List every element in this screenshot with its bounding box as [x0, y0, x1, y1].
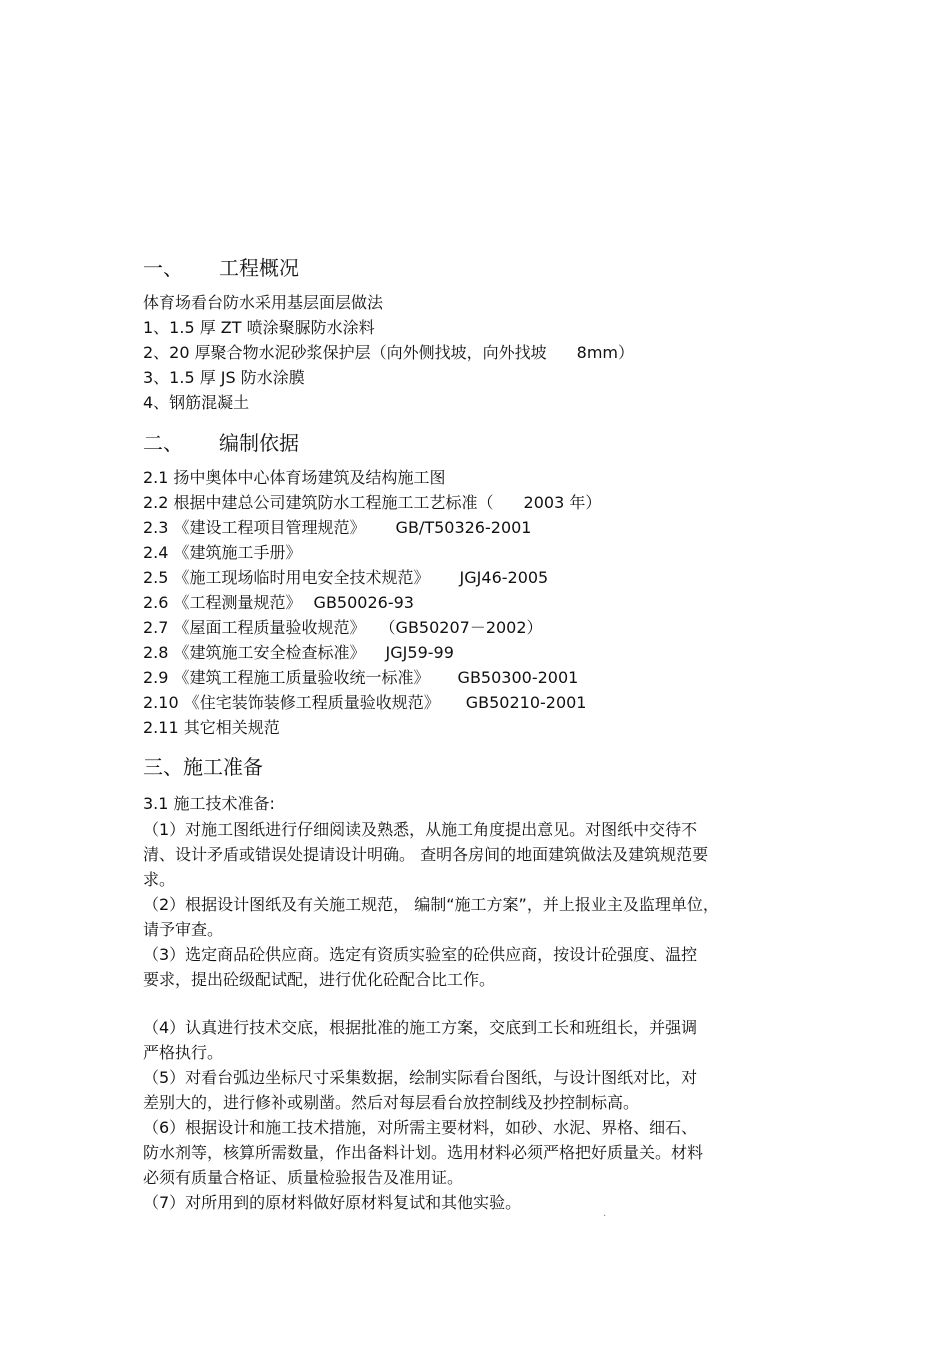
basis-item-2-3-text: 2.3 《建设工程项目管理规范》	[143, 518, 366, 537]
prep-paragraph-line: （7）对所用到的原材料做好原材料复试和其他实验。	[143, 1193, 522, 1212]
basis-item-2-3	[143, 518, 531, 538]
prep-paragraph-line: （4）认真进行技术交底，根据批准的施工方案，交底到工长和班组长，并强调	[143, 1018, 698, 1037]
prep-paragraph-line: 要求，提出砼级配试配，进行优化砼配合比工作。	[143, 970, 496, 989]
basis-item-2-10-code: GB50210-2001	[465, 693, 587, 712]
basis-item-2-8-text: 2.8 《建筑施工安全检查标准》	[143, 643, 366, 662]
basis-item-2-5	[143, 568, 548, 588]
basis-item-2-10-text: 2.10 《住宅装饰装修工程质量验收规范》	[143, 693, 440, 712]
section2-heading	[143, 430, 299, 456]
prep-paragraph-line: 必须有质量合格证、质量检验报告及准用证。	[143, 1168, 464, 1187]
prep-paragraph-line: 严格执行。	[143, 1043, 224, 1062]
section2-number: 二、	[143, 431, 183, 455]
basis-item-2-9-code: GB50300-2001	[457, 668, 579, 687]
basis-item-2-7-text: 2.7 《屋面工程质量验收规范》	[143, 618, 366, 637]
basis-item-2-7	[143, 618, 543, 638]
section3-heading: 三、施工准备	[143, 755, 263, 779]
scan-speck: .	[603, 1208, 607, 1219]
section1-intro: 体育场看台防水采用基层面层做法	[143, 293, 384, 312]
section1-heading	[143, 255, 299, 281]
basis-item-2-2-text: 2.2 根据中建总公司建筑防水工程施工工艺标准（	[143, 493, 494, 512]
basis-item-2-6-code: GB50026-93	[313, 593, 414, 612]
basis-item-2-1: 2.1 扬中奥体中心体育场建筑及结构施工图	[143, 468, 446, 487]
prep-paragraph-line: 清、设计矛盾或错误处提请设计明确。 查明各房间的地面建筑做法及建筑规范要	[143, 845, 709, 864]
basis-item-2-5-text: 2.5 《施工现场临时用电安全技术规范》	[143, 568, 430, 587]
prep-paragraph-line: 防水剂等，核算所需数量，作出备料计划。选用材料必须严格把好质量关。材料	[143, 1143, 704, 1162]
section1-number: 一、	[143, 256, 183, 280]
prep-paragraph-line: （1）对施工图纸进行仔细阅读及熟悉，从施工角度提出意见。对图纸中交待不	[143, 820, 698, 839]
basis-item-2-9	[143, 668, 578, 688]
basis-item-2-8	[143, 643, 454, 663]
section1-item-2	[143, 343, 634, 363]
prep-paragraph-line: （2）根据设计图纸及有关施工规范， 编制“施工方案”，并上报业主及监理单位，	[143, 895, 719, 914]
basis-item-2-4: 2.4 《建筑施工手册》	[143, 543, 302, 562]
prep-paragraph-line: 差别大的，进行修补或剔凿。然后对每层看台放控制线及抄控制标高。	[143, 1093, 640, 1112]
section2-title: 编制依据	[219, 431, 299, 455]
section1-item-3: 3、1.5 厚 JS 防水涂膜	[143, 368, 305, 387]
basis-item-2-11: 2.11 其它相关规范	[143, 718, 280, 737]
basis-item-2-2-tail: 2003 年）	[523, 493, 602, 512]
prep-paragraph-line: （6）根据设计和施工技术措施，对所需主要材料，如砂、水泥、界格、细石、	[143, 1118, 698, 1137]
prep-paragraph-line: 求。	[143, 870, 176, 889]
basis-item-2-5-code: JGJ46-2005	[459, 568, 549, 587]
basis-item-2-6	[143, 593, 414, 613]
basis-item-2-9-text: 2.9 《建筑工程施工质量验收统一标准》	[143, 668, 430, 687]
section1-title: 工程概况	[219, 256, 299, 280]
section1-item-4: 4、钢筋混凝土	[143, 393, 250, 412]
basis-item-2-3-code: GB/T50326-2001	[395, 518, 532, 537]
section3-subheading: 3.1 施工技术准备:	[143, 794, 275, 813]
basis-item-2-8-code: JGJ59-99	[385, 643, 454, 662]
section1-item-2-text: 2、20 厚聚合物水泥砂浆保护层（向外侧找坡，向外找坡	[143, 343, 547, 362]
prep-paragraph-line: 请予审查。	[143, 920, 224, 939]
basis-item-2-10	[143, 693, 586, 713]
prep-paragraph-line: （5）对看台弧边坐标尺寸采集数据，绘制实际看台图纸，与设计图纸对比，对	[143, 1068, 698, 1087]
basis-item-2-6-text: 2.6 《工程测量规范》	[143, 593, 302, 612]
prep-paragraph-line: （3）选定商品砼供应商。选定有资质实验室的砼供应商，按设计砼强度、温控	[143, 945, 698, 964]
section1-item-2-tail: 8mm）	[576, 343, 634, 362]
basis-item-2-7-code: （GB50207－2002）	[379, 618, 543, 637]
basis-item-2-2	[143, 493, 601, 513]
section1-item-1: 1、1.5 厚 ZT 喷涂聚脲防水涂料	[143, 318, 375, 337]
